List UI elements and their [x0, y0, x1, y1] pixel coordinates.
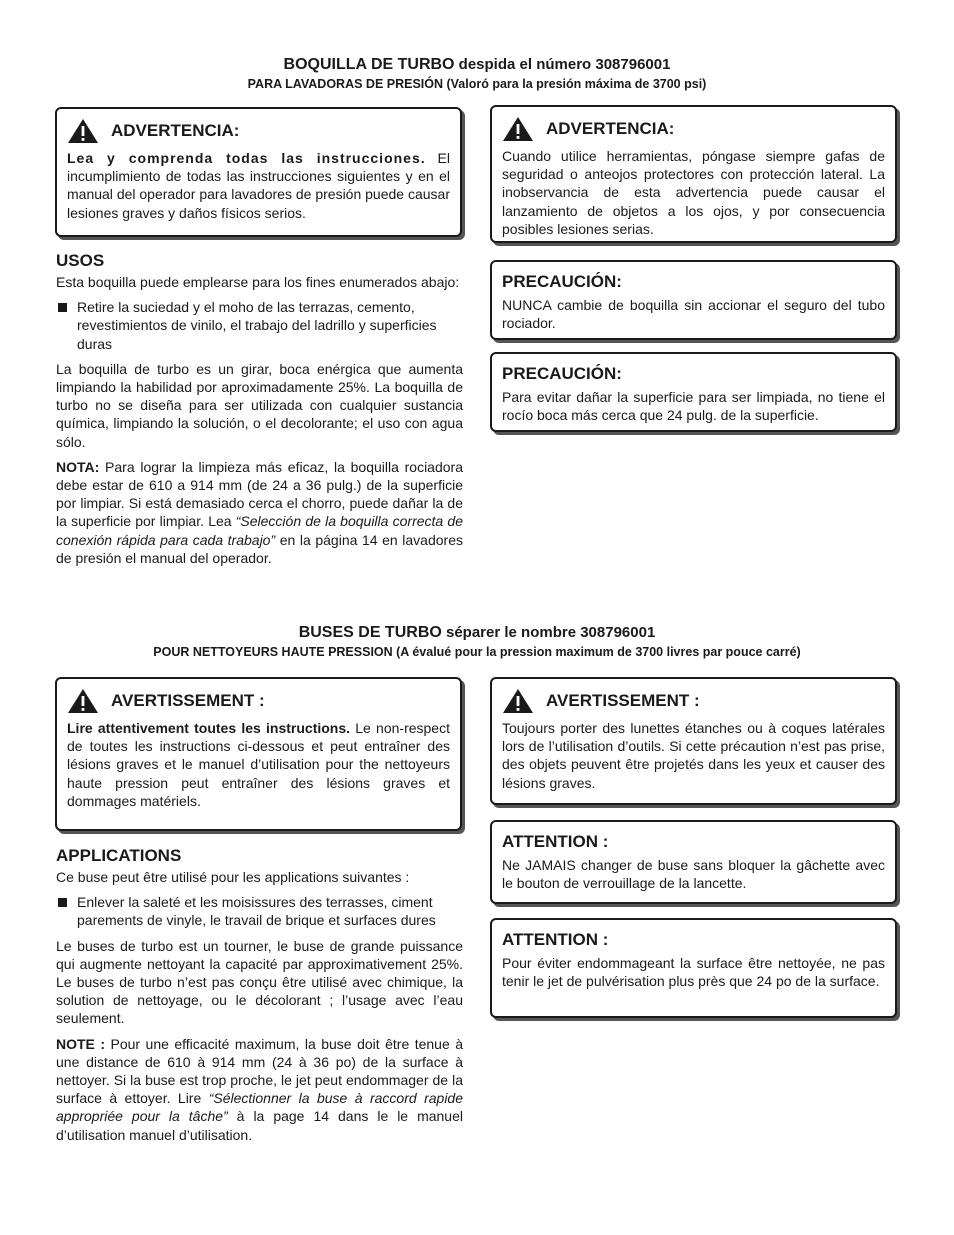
es-warning-left-text: El incumplimiento de todas las instrucciones siguientes y en el manual del operador para lavadores de presión puede causar lesiones graves y daños físicos serios.: [67, 150, 450, 221]
es-warning-left-title: ADVERTENCIA:: [111, 121, 240, 140]
es-caution2-title: PRECAUCIÓN:: [502, 364, 622, 383]
es-subheading: PARA LAVADORAS DE PRESIÓN (Valoró para la presión máxima de 3700 psi): [247, 77, 707, 91]
es-warning-right-text: Cuando utilice herramientas, póngase siempre gafas de seguridad o anteojos protectores con protección lateral. La inobservancia de esta advertencia puede causar el lanzamiento de objetos a los ojos, y por consecuencia posibles lesiones serias.: [502, 148, 885, 237]
es-caution-box-2: [490, 352, 897, 432]
fr-left-column: [56, 845, 463, 1151]
fr-note-italic: “Sélectionner la buse à raccord rapide appropriée pour la tâche”: [56, 1090, 463, 1125]
es-heading-rest: despida el número 308796001: [458, 56, 671, 73]
fr-warning-box-right: [490, 677, 897, 805]
fr-note-label: NOTE :: [56, 1035, 106, 1052]
es-caution1-text: NUNCA cambie de boquilla sin accionar el seguro del tubo rociador.: [502, 297, 885, 332]
es-nota-italic: “Selección de la boquilla correcta de conexión rápida para cada trabajo”: [56, 513, 463, 548]
fr-att1-text: Ne JAMAIS changer de buse sans bloquer la gâchette avec le bouton de verrouillage de la lancette.: [502, 857, 885, 892]
fr-app-para: Le buses de turbo est un tourner, le buse de grande puissance qui augmente nettoyant la capacité par approximativement 25%. Le buses de turbo n’est pas conçu être utilisé avec chimique, la solution de nettoyage, ou le décolorant ; l’usage avec l’eau seulement.: [56, 937, 463, 1027]
es-warning-right-title: ADVERTENCIA:: [546, 119, 675, 138]
es-left-column: [56, 250, 463, 574]
warning-triangle-icon: [502, 688, 534, 714]
es-warning-box-left: [55, 107, 462, 237]
es-nota-label: NOTA:: [56, 458, 100, 475]
es-usos-title: USOS: [56, 251, 105, 270]
bullet-square-icon: [58, 303, 67, 312]
fr-att1-title: ATTENTION :: [502, 832, 609, 851]
fr-heading-rest: séparer le nombre 308796001: [445, 624, 656, 641]
es-nota-para: [56, 458, 463, 567]
fr-warning-left-title: AVERTISSEMENT :: [111, 691, 265, 710]
es-nota-text2: en la página 14 en lavadores de presión el manual del operador.: [56, 531, 463, 566]
fr-heading-main: BUSES DE TURBO: [298, 624, 442, 641]
fr-warning-right-text: Toujours porter des lunettes étanches ou à coques latérales lors de l’utilisation d’outils. Si cette précaution n’est pas prise, des objets peuvent être projetés dans les yeux et causer des lésions graves.: [502, 720, 885, 791]
warning-triangle-icon: [67, 688, 99, 714]
es-nota-text1: Para lograr la limpieza más eficaz, la boquilla rociadora debe estar de 610 a 914 mm (de 24 a 36 pulg.) de la superficie por limpiar. Si está demasiado cerca el chorro, puede dañar la de la superficie por limpiar. Lea: [56, 458, 463, 530]
fr-warning-left-lead: Lire attentivement toutes les instructions.: [67, 720, 351, 736]
fr-section-heading: [0, 623, 954, 661]
fr-note-text2: à la page 14 dans le le manuel d’utilisation manuel d’utilisation.: [56, 1108, 463, 1143]
fr-note-para: [56, 1035, 463, 1144]
fr-warning-left-text: Le non-respect de toutes les instructions ci-dessous et peut entraîner des lésions graves et le manuel d’utilisation pour the nettoyeurs haute pression peut entraîner des lésions graves et dommages matériels.: [67, 720, 450, 809]
fr-app-intro: Ce buse peut être utilisé pour les applications suivantes :: [56, 869, 410, 885]
es-caution1-title: PRECAUCIÓN:: [502, 272, 622, 291]
es-caution2-text: Para evitar dañar la superficie para ser limpiada, no tiene el rocío boca más cerca que 24 pulg. de la superficie.: [502, 389, 885, 424]
es-usos-bullet: [56, 298, 463, 353]
fr-attention-box-2: [490, 918, 897, 1018]
fr-app-title: APPLICATIONS: [56, 846, 182, 865]
es-usos-bullet-text: Retire la suciedad y el moho de las terrazas, cemento, revestimientos de vinilo, el trabajo del ladrillo y superficies duras: [77, 299, 437, 352]
fr-warning-right-title: AVERTISSEMENT :: [546, 691, 700, 710]
fr-attention-box-1: [490, 820, 897, 904]
warning-triangle-icon: [67, 118, 99, 144]
es-caution-box-1: [490, 260, 897, 340]
fr-att2-text: Pour éviter endommageant la surface être nettoyée, ne pas tenir le jet de pulvérisation plus près que 24 po de la surface.: [502, 955, 885, 990]
fr-note-text1: Pour une efficacité maximum, la buse doit être tenue à une distance de 610 à 914 mm (24 à 36 po) de la surface à nettoyer. Si la buse est trop proche, le jet peut endommager de la surface à ettoyer. Lire: [56, 1035, 463, 1107]
fr-app-bullet: [56, 893, 463, 929]
es-heading-main: BOQUILLA DE TURBO: [283, 56, 455, 73]
es-usos-para: La boquilla de turbo es un girar, boca enérgica que aumenta limpiando la habilidad por aproximadamente 25%. La boquilla de turbo no se diseña para ser utilizada con cualquier sustancia química, limpiando la solución, o el decolorante; el uso con agua sólo.: [56, 360, 463, 450]
es-usos-intro: Esta boquilla puede emplearse para los fines enumerados abajo:: [56, 274, 460, 290]
warning-triangle-icon: [502, 116, 534, 142]
es-warning-left-lead: Lea y comprenda todas las instrucciones.: [67, 150, 426, 166]
fr-app-bullet-text: Enlever la saleté et les moisissures des terrasses, ciment parements de vinyle, le travail de brique et surfaces dures: [77, 894, 436, 929]
es-warning-box-right: [490, 105, 897, 243]
es-section-heading: [0, 55, 954, 93]
fr-warning-box-left: [55, 677, 462, 831]
fr-subheading: POUR NETTOYEURS HAUTE PRESSION (A évalué pour la pression maximum de 3700 livres par pouce carré): [153, 645, 801, 659]
fr-att2-title: ATTENTION :: [502, 930, 609, 949]
bullet-square-icon: [58, 898, 67, 907]
